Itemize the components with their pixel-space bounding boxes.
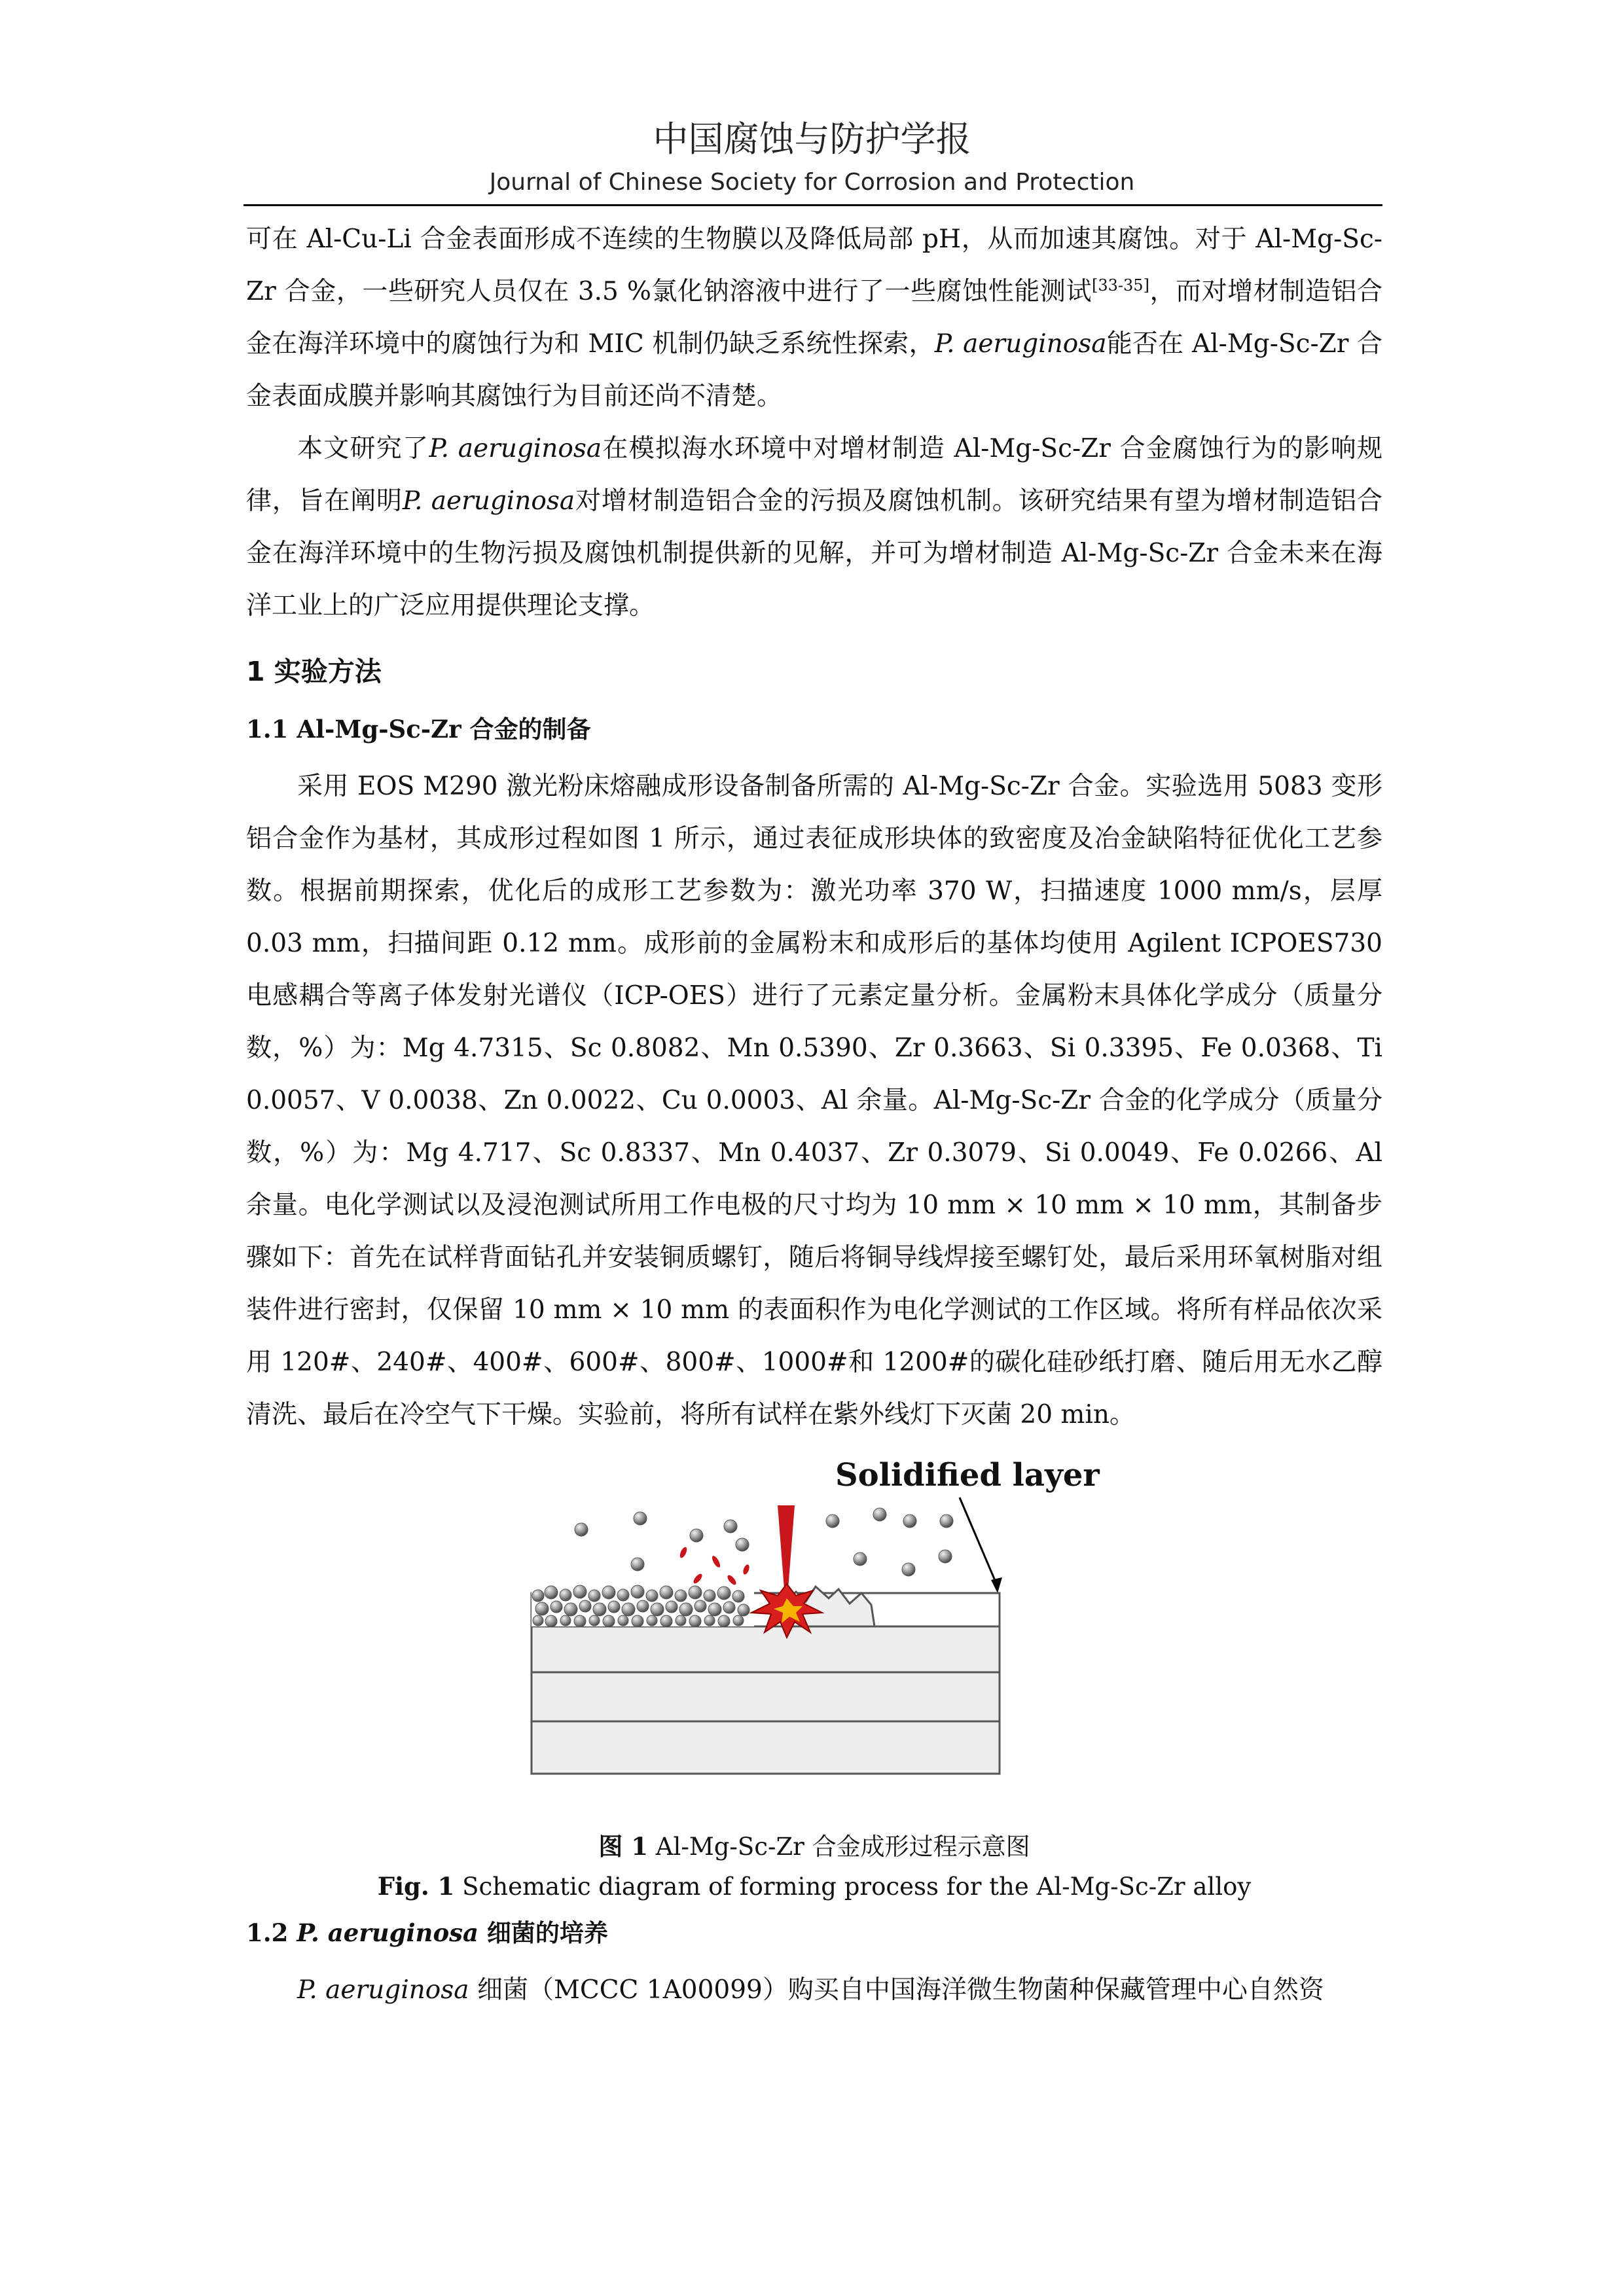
species-name: P. aeruginosa	[934, 329, 1107, 359]
laser-beam	[778, 1505, 795, 1589]
citation: [33-35]	[1092, 276, 1149, 295]
species-name: P. aeruginosa	[402, 486, 575, 516]
culture-paragraph	[246, 1964, 1382, 2017]
figure-caption-cn	[246, 1827, 1382, 1867]
journal-title-en: Journal of Chinese Society for Corrosion and Protection	[489, 169, 1135, 196]
layer-3	[532, 1721, 1000, 1774]
intro-paragraph-2	[246, 423, 1382, 632]
figure-number-en: Fig. 1	[377, 1872, 455, 1901]
arrowhead	[991, 1577, 1002, 1593]
journal-header	[0, 117, 1624, 199]
forming-process-diagram	[246, 1441, 1382, 1824]
intro-text: 能否在 Al-Mg-Sc-Zr 合金表面成膜并影响其腐蚀行为目前还尚不清楚。	[246, 329, 1382, 411]
layer-1	[532, 1626, 1000, 1672]
culture-text: 细菌（MCCC 1A00099）购买自中国海洋微生物菌种保藏管理中心自然资	[477, 1975, 1324, 2005]
intro-text: 在模拟海水环境中对增材制造 Al-Mg-Sc-Zr 合金腐蚀行为的影响规律，旨在阐明	[246, 434, 1382, 516]
figure-caption-cn-text: Al-Mg-Sc-Zr 合金成形过程示意图	[655, 1833, 1030, 1861]
label-arrow	[960, 1498, 998, 1587]
subsection-number: 1.2	[246, 1918, 289, 1947]
intro-text: 对增材制造铝合金的污损及腐蚀机制。该研究结果有望为增材制造铝合金在海洋环境中的生物污损及腐蚀机制提供新的见解，并可为增材制造 Al-Mg-Sc-Zr 合金未来在海洋工业上的广泛应用提供理论支撑。	[246, 486, 1382, 620]
intro-paragraph-1	[246, 213, 1382, 423]
spatter-droplets	[679, 1546, 751, 1586]
solidified-layer-label: Solidified layer	[835, 1457, 1100, 1494]
intro-text: 可在 Al-Cu-Li 合金表面形成不连续的生物膜以及降低局部 pH，从而加速其腐蚀。对于 Al-Mg-Sc-Zr 合金，一些研究人员仅在 3.5 %氯化钠溶液中进行了一些腐蚀性能测试	[246, 224, 1382, 306]
page-body	[246, 213, 1382, 2017]
subsection-heading: 1.1 Al-Mg-Sc-Zr 合金的制备	[246, 715, 591, 744]
species-name: P. aeruginosa	[297, 1918, 478, 1947]
figure-number-cn: 图 1	[598, 1832, 648, 1861]
intro-text: 本文研究了	[297, 434, 429, 463]
species-name: P. aeruginosa	[297, 1975, 469, 2005]
subsection-heading-2	[246, 1907, 1382, 1959]
figure-caption-en-text: Schematic diagram of forming process for the Al-Mg-Sc-Zr alloy	[462, 1873, 1252, 1901]
intro-text: ，而对增材制造铝合金在海洋环境中的腐蚀行为和 MIC 机制仍缺乏系统性探索，	[246, 277, 1382, 359]
figure-caption-en	[246, 1867, 1382, 1907]
header-rule	[244, 204, 1382, 206]
species-name: P. aeruginosa	[429, 434, 602, 463]
figure-1	[246, 1441, 1382, 1824]
section-heading: 1 实验方法	[246, 656, 382, 687]
scattered-particles	[575, 1508, 953, 1576]
journal-title-cn: 中国腐蚀与防护学报	[653, 118, 971, 160]
subsection-title-rest: 细菌的培养	[486, 1918, 608, 1947]
layer-2	[532, 1672, 1000, 1721]
powder-bed	[532, 1585, 754, 1627]
method-paragraph: 采用 EOS M290 激光粉床熔融成形设备制备所需的 Al-Mg-Sc-Zr 合金。实验选用 5083 变形铝合金作为基材，其成形过程如图 1 所示，通过表征成形块体的致密度及冶金缺陷特征优化工艺参数。根据前期探索，优化后的成形工艺参数为：激光功率 370 W，扫描速度 1000 mm/s，层厚 0.03 mm，扫描间距 0.12 mm。成形前的金属粉末和成形后的基体均使用 Agilent ICPOES730 电感耦合等离子体发射光谱仪（ICP-OES）进行了元素定量分析。金属粉末具体化学成分（质量分数，%）为：Mg 4.7315、Sc 0.8082、Mn 0.5390、Zr 0.3663、Si 0.3395、Fe 0.0368、Ti 0.0057、V 0.0038、Zn 0.0022、Cu 0.0003、Al 余量。Al-Mg-Sc-Zr 合金的化学成分（质量分数，%）为：Mg 4.717、Sc 0.8337、Mn 0.4037、Zr 0.3079、Si 0.0049、Fe 0.0266、Al 余量。电化学测试以及浸泡测试所用工作电极的尺寸均为 10 mm × 10 mm × 10 mm，其制备步骤如下：首先在试样背面钻孔并安装铜质螺钉，随后将铜导线焊接至螺钉处，最后采用环氧树脂对组装件进行密封，仅保留 10 mm × 10 mm 的表面积作为电化学测试的工作区域。将所有样品依次采用 120#、240#、400#、600#、800#、1000#和 1200#的碳化硅砂纸打磨、随后用无水乙醇清洗、最后在冷空气下干燥。实验前，将所有试样在紫外线灯下灭菌 20 min。	[246, 772, 1382, 1429]
